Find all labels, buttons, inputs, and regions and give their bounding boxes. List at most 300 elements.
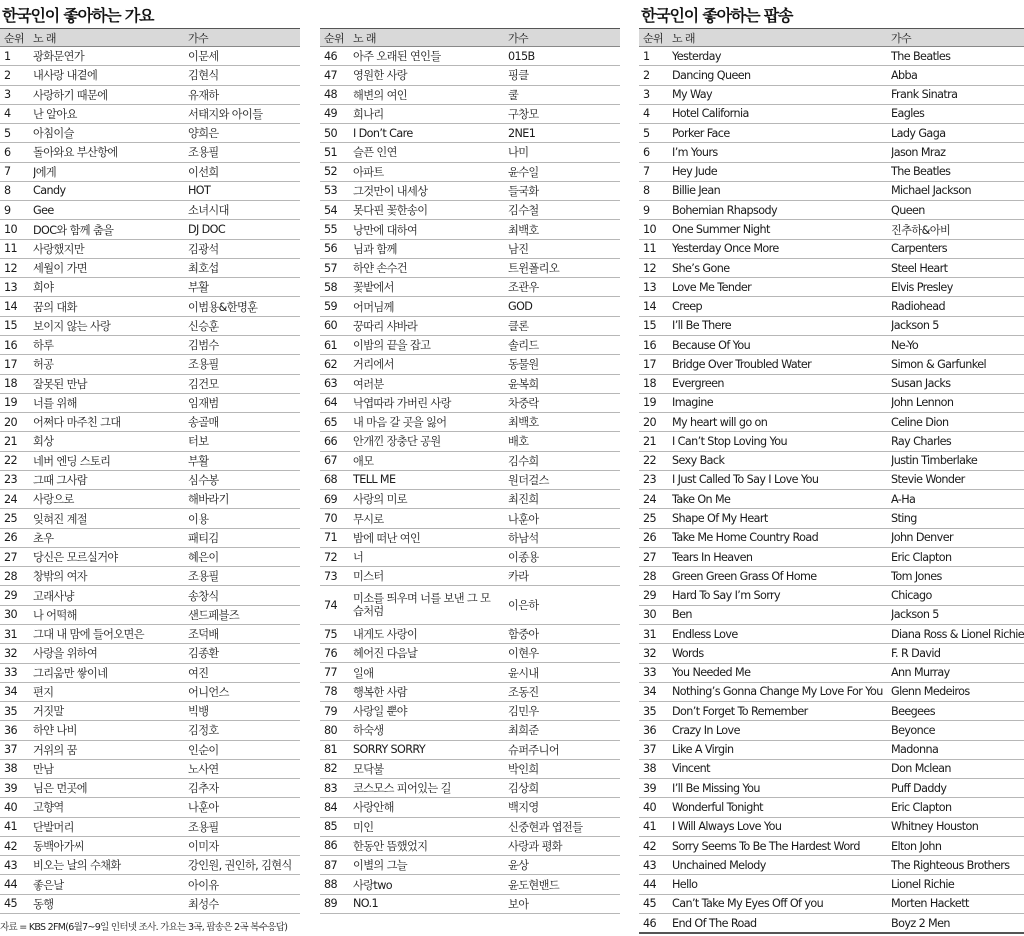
- song-cell: 사랑의 미로: [353, 493, 407, 507]
- table-row: [639, 452, 1024, 471]
- artist-cell: 김건모: [188, 377, 219, 391]
- header-artist: 가수: [891, 31, 912, 45]
- song-cell: My Way: [672, 88, 713, 102]
- table-row: [0, 760, 300, 779]
- song-cell: Like A Virgin: [672, 743, 734, 757]
- rank-cell: 88: [324, 878, 338, 892]
- artist-cell: 최성수: [188, 897, 219, 911]
- table-row: [0, 509, 300, 528]
- rank-cell: 10: [643, 223, 657, 237]
- artist-cell: 서태지와 아이들: [188, 107, 263, 121]
- rank-cell: 78: [324, 685, 338, 699]
- song-cell: Take Me Home Country Road: [672, 531, 819, 545]
- artist-cell: Abba: [891, 68, 918, 82]
- table-row: [639, 240, 1024, 259]
- artist-cell: 핑클: [508, 69, 529, 83]
- table-row: [639, 606, 1024, 625]
- table-row: [639, 760, 1024, 779]
- rank-cell: 34: [643, 685, 657, 699]
- artist-cell: 조용필: [188, 570, 219, 584]
- artist-cell: 해바라기: [188, 493, 229, 507]
- table-row: [0, 490, 300, 509]
- rank-cell: 1: [4, 49, 11, 63]
- table-row: [639, 336, 1024, 355]
- rank-cell: 8: [643, 184, 650, 198]
- artist-cell: 사랑과 평화: [508, 839, 562, 853]
- song-cell: 미스터: [353, 570, 384, 584]
- rank-cell: 17: [4, 357, 18, 371]
- artist-cell: 들국화: [508, 184, 539, 198]
- table-row: [320, 663, 620, 682]
- song-cell: Vincent: [672, 762, 710, 776]
- rank-cell: 69: [324, 492, 338, 506]
- song-cell: Because Of You: [672, 338, 751, 352]
- rank-cell: 23: [4, 473, 18, 487]
- table-row: [320, 259, 620, 278]
- song-cell: Sorry Seems To Be The Hardest Word: [672, 839, 860, 853]
- song-cell: 거짓말: [33, 705, 64, 719]
- artist-cell: Chicago: [891, 589, 932, 603]
- artist-cell: 이미자: [188, 840, 219, 854]
- song-cell: 동백아가씨: [33, 840, 85, 854]
- song-cell: 나 어떡해: [33, 608, 77, 622]
- table-row: [639, 664, 1024, 683]
- table-row: [639, 163, 1024, 182]
- artist-cell: 부활: [188, 281, 209, 295]
- pop-title: 한국인이 좋아하는 팝송: [641, 6, 793, 25]
- header-song: 노 래: [672, 31, 695, 45]
- table-row: [320, 509, 620, 528]
- song-cell: Green Green Grass Of Home: [672, 569, 817, 583]
- table-row: [320, 471, 620, 490]
- artist-cell: Eagles: [891, 107, 925, 121]
- song-cell: 네버 엔딩 스토리: [33, 454, 111, 468]
- table-row: [639, 567, 1024, 586]
- artist-cell: 윤도현밴드: [508, 878, 560, 892]
- table-row: [0, 664, 300, 683]
- song-cell: TELL ME: [353, 473, 396, 487]
- artist-cell: 이용: [188, 512, 209, 526]
- artist-cell: Jason Mraz: [891, 145, 946, 159]
- song-cell: 거리에서: [353, 358, 394, 372]
- artist-cell: Susan Jacks: [891, 377, 951, 391]
- artist-cell: A-Ha: [891, 492, 916, 506]
- song-cell: 이별의 그늘: [353, 859, 407, 873]
- rank-cell: 25: [643, 512, 657, 525]
- artist-cell: 이선희: [188, 165, 219, 179]
- table-row: [639, 529, 1024, 548]
- song-cell: Words: [672, 646, 704, 660]
- song-cell: 님과 함께: [353, 242, 397, 256]
- artist-cell: The Righteous Brothers: [891, 858, 1010, 872]
- table-row: [639, 432, 1024, 451]
- song-cell: 희나리: [353, 107, 384, 121]
- rank-cell: 39: [643, 781, 657, 795]
- rank-cell: 20: [4, 415, 18, 429]
- artist-cell: 조용필: [188, 146, 219, 160]
- song-cell: Crazy In Love: [672, 723, 740, 737]
- rank-cell: 1: [643, 49, 650, 63]
- artist-cell: Elton John: [891, 839, 942, 853]
- artist-cell: 신중현과 엽전들: [508, 820, 583, 834]
- song-cell: 사랑two: [353, 878, 392, 892]
- rank-cell: 57: [324, 261, 338, 275]
- table-row: [0, 47, 300, 66]
- table-bottom-rule: [639, 932, 1024, 934]
- song-cell: 그것만이 내세상: [353, 184, 428, 198]
- rank-cell: 77: [324, 666, 338, 680]
- artist-cell: Sting: [891, 512, 917, 525]
- artist-cell: 이은하: [508, 598, 539, 612]
- table-row: [0, 375, 300, 394]
- artist-cell: 슈퍼주니어: [508, 743, 560, 757]
- artist-cell: 김수철: [508, 204, 539, 218]
- rank-cell: 26: [643, 531, 657, 545]
- rank-cell: 73: [324, 569, 338, 583]
- song-cell: 사랑으로: [33, 493, 74, 507]
- table-header: [320, 29, 620, 47]
- artist-cell: 인순이: [188, 743, 219, 757]
- artist-cell: 송창식: [188, 589, 219, 603]
- song-cell: Ben: [672, 608, 692, 622]
- table-row: [320, 452, 620, 471]
- rank-cell: 60: [324, 319, 338, 333]
- artist-cell: John Lennon: [891, 396, 954, 410]
- song-cell: 여러분: [353, 377, 384, 391]
- rank-cell: 27: [4, 550, 18, 564]
- table-row: [320, 490, 620, 509]
- song-cell: She’s Gone: [672, 261, 730, 275]
- table-row: [320, 143, 620, 162]
- rank-cell: 43: [4, 858, 18, 872]
- artist-cell: 트윈폴리오: [508, 262, 560, 276]
- rank-cell: 54: [324, 203, 338, 217]
- rank-cell: 37: [643, 743, 657, 757]
- song-cell: 아파트: [353, 165, 384, 179]
- artist-cell: 조관우: [508, 281, 539, 295]
- song-cell: 하루: [33, 339, 54, 353]
- song-cell: 미인: [353, 820, 374, 834]
- rank-cell: 45: [643, 897, 657, 911]
- song-cell: DOC와 함께 춤을: [33, 223, 114, 237]
- artist-cell: 나훈아: [188, 801, 219, 815]
- table-row: [639, 220, 1024, 239]
- rank-cell: 11: [4, 242, 18, 256]
- song-cell: Endless Love: [672, 627, 738, 641]
- rank-cell: 42: [643, 839, 657, 853]
- artist-cell: 혜은이: [188, 551, 219, 565]
- table-row: [639, 124, 1024, 143]
- rank-cell: 58: [324, 280, 338, 294]
- table-row: [320, 240, 620, 259]
- table-row: [0, 259, 300, 278]
- table-row: [0, 317, 300, 336]
- song-cell: 아침이슬: [33, 127, 74, 141]
- song-cell: 그대 내 맘에 들어오면은: [33, 628, 144, 642]
- kpop-table-part2: [320, 28, 620, 914]
- artist-cell: 패티김: [188, 531, 219, 545]
- song-cell: 해변의 여인: [353, 88, 407, 102]
- song-cell: NO.1: [353, 897, 378, 911]
- song-cell: Yesterday: [672, 49, 721, 63]
- song-cell: 슬픈 인연: [353, 146, 397, 160]
- artist-cell: Madonna: [891, 743, 939, 757]
- song-cell: 헤어진 다음날: [353, 647, 418, 661]
- artist-cell: 솔리드: [508, 339, 539, 353]
- table-row: [320, 47, 620, 66]
- song-cell: 사랑하기 때문에: [33, 88, 108, 102]
- table-row: [0, 105, 300, 124]
- rank-cell: 37: [4, 743, 18, 757]
- artist-cell: Eric Clapton: [891, 550, 952, 564]
- table-header: [0, 29, 300, 47]
- artist-cell: Don Mclean: [891, 762, 951, 776]
- kpop-title: 한국인이 좋아하는 가요: [2, 6, 154, 25]
- song-cell: 코스모스 피어있는 길: [353, 782, 451, 796]
- artist-cell: 여진: [188, 666, 209, 680]
- table-row: [0, 683, 300, 702]
- song-cell: 모닥불: [353, 762, 384, 776]
- rank-cell: 5: [643, 126, 650, 140]
- table-row: [0, 278, 300, 297]
- song-cell: I Will Always Love You: [672, 820, 782, 834]
- artist-cell: 동물원: [508, 358, 539, 372]
- song-cell: 초우: [33, 531, 54, 545]
- header-song: 노 래: [33, 31, 56, 45]
- artist-cell: Eric Clapton: [891, 800, 952, 814]
- song-cell: Hello: [672, 878, 698, 892]
- table-row: [0, 741, 300, 760]
- rank-cell: 85: [324, 820, 338, 834]
- rank-cell: 46: [643, 916, 657, 930]
- song-cell: 하얀 나비: [33, 724, 77, 738]
- artist-cell: 윤복희: [508, 377, 539, 391]
- rank-cell: 32: [643, 646, 657, 660]
- rank-cell: 13: [643, 280, 657, 294]
- artist-cell: 이종용: [508, 551, 539, 565]
- artist-cell: 김추자: [188, 782, 219, 796]
- artist-cell: 터보: [188, 435, 209, 449]
- table-row: [320, 895, 620, 914]
- table-row: [320, 837, 620, 856]
- table-row: [639, 471, 1024, 490]
- song-cell: 거위의 꿈: [33, 743, 77, 757]
- rank-cell: 8: [4, 184, 11, 198]
- song-cell: 내사랑 내곁에: [33, 69, 98, 83]
- artist-cell: 조용필: [188, 358, 219, 372]
- table-row: [639, 201, 1024, 220]
- song-cell: 꽃밭에서: [353, 281, 394, 295]
- table-row: [639, 779, 1024, 798]
- artist-cell: Queen: [891, 203, 925, 217]
- artist-cell: 김민우: [508, 705, 539, 719]
- song-cell: 너를 위해: [33, 396, 77, 410]
- artist-cell: 차중락: [508, 396, 539, 410]
- rank-cell: 27: [643, 550, 657, 564]
- rank-cell: 21: [643, 434, 657, 448]
- table-row: [639, 914, 1024, 933]
- artist-cell: Frank Sinatra: [891, 88, 958, 102]
- artist-cell: Diana Ross & Lionel Richie: [891, 627, 1024, 641]
- song-cell: Sexy Back: [672, 454, 725, 468]
- table-row: [0, 86, 300, 105]
- rank-cell: 80: [324, 723, 338, 737]
- rank-cell: 3: [4, 88, 11, 102]
- artist-cell: Radiohead: [891, 300, 945, 314]
- table-row: [320, 182, 620, 201]
- song-cell: 잘못된 만남: [33, 377, 87, 391]
- table-row: [0, 798, 300, 817]
- rank-cell: 19: [4, 396, 18, 410]
- table-row: [639, 509, 1024, 528]
- artist-cell: 최호섭: [188, 262, 219, 276]
- header-artist: 가수: [188, 31, 209, 45]
- table-row: [639, 394, 1024, 413]
- table-row: [320, 432, 620, 451]
- artist-cell: Beyonce: [891, 723, 935, 737]
- song-cell: 동행: [33, 897, 54, 911]
- rank-cell: 41: [4, 820, 18, 834]
- rank-cell: 68: [324, 473, 338, 487]
- rank-cell: 6: [4, 145, 11, 159]
- song-cell: I Just Called To Say I Love You: [672, 473, 819, 487]
- table-row: [0, 413, 300, 432]
- table-row: [320, 105, 620, 124]
- song-cell: 한동안 뜸했었지: [353, 839, 428, 853]
- table-row: [639, 413, 1024, 432]
- artist-cell: 최백호: [508, 223, 539, 237]
- artist-cell: Lionel Richie: [891, 878, 955, 892]
- artist-cell: 배호: [508, 435, 529, 449]
- table-row: [639, 856, 1024, 875]
- table-row: [320, 760, 620, 779]
- song-cell: 난 알아요: [33, 107, 77, 121]
- rank-cell: 48: [324, 88, 338, 102]
- artist-cell: Simon & Garfunkel: [891, 357, 986, 371]
- rank-cell: 13: [4, 280, 18, 294]
- table-row: [0, 702, 300, 721]
- artist-cell: 백지영: [508, 801, 539, 815]
- song-cell: 비오는 날의 수채화: [33, 859, 121, 873]
- rank-cell: 14: [4, 300, 18, 314]
- table-row: [639, 798, 1024, 817]
- rank-cell: 42: [4, 839, 18, 853]
- table-row: [320, 394, 620, 413]
- rank-cell: 67: [324, 454, 338, 468]
- artist-cell: Lady Gaga: [891, 126, 946, 140]
- song-cell: I Don’t Care: [353, 126, 413, 140]
- rank-cell: 30: [4, 608, 18, 622]
- song-cell: 고향역: [33, 801, 64, 815]
- artist-cell: 어니언스: [188, 685, 229, 699]
- rank-cell: 46: [324, 49, 338, 63]
- song-cell: Unchained Melody: [672, 858, 766, 872]
- artist-cell: Elvis Presley: [891, 280, 953, 294]
- artist-cell: 2NE1: [508, 126, 536, 140]
- song-cell: 너: [353, 551, 364, 565]
- song-cell: Don’t Forget To Remember: [672, 704, 808, 718]
- artist-cell: 나미: [508, 146, 529, 160]
- rank-cell: 22: [643, 454, 657, 468]
- song-cell: 꿈의 대화: [33, 300, 77, 314]
- artist-cell: 김종환: [188, 647, 219, 661]
- artist-cell: 송골매: [188, 416, 219, 430]
- rank-cell: 31: [4, 627, 18, 641]
- artist-cell: Whitney Houston: [891, 820, 979, 834]
- artist-cell: 하남석: [508, 531, 539, 545]
- rank-cell: 39: [4, 781, 18, 795]
- song-cell: 이밤의 끝을 잡고: [353, 339, 431, 353]
- header-rank: 순위: [643, 31, 664, 45]
- song-cell: Yesterday Once More: [672, 242, 779, 256]
- song-cell: Creep: [672, 300, 703, 314]
- song-cell: 고래사냥: [33, 589, 74, 603]
- song-cell: 행복한 사람: [353, 685, 407, 699]
- song-cell: 단발머리: [33, 820, 74, 834]
- song-cell: Billie Jean: [672, 184, 721, 198]
- table-row: [639, 86, 1024, 105]
- rank-cell: 25: [4, 512, 18, 525]
- table-row: [639, 182, 1024, 201]
- rank-cell: 81: [324, 743, 338, 757]
- table-row: [639, 837, 1024, 856]
- table-row: [639, 375, 1024, 394]
- table-row: [0, 394, 300, 413]
- table-row: [0, 644, 300, 663]
- table-row: [639, 895, 1024, 914]
- artist-cell: 015B: [508, 49, 535, 63]
- artist-cell: Stevie Wonder: [891, 473, 965, 487]
- song-cell: 일애: [353, 666, 374, 680]
- rank-cell: 31: [643, 627, 657, 641]
- table-row: [320, 586, 620, 625]
- song-cell: Wonderful Tonight: [672, 800, 763, 814]
- rank-cell: 32: [4, 646, 18, 660]
- artist-cell: 보아: [508, 897, 529, 911]
- rank-cell: 4: [643, 107, 650, 121]
- artist-cell: 윤시내: [508, 666, 539, 680]
- rank-cell: 16: [4, 338, 18, 352]
- rank-cell: 12: [4, 261, 18, 275]
- rank-cell: 14: [643, 300, 657, 314]
- artist-cell: Puff Daddy: [891, 781, 947, 795]
- song-cell: 사랑했지만: [33, 242, 85, 256]
- song-cell: 좋은날: [33, 878, 64, 892]
- rank-cell: 41: [643, 820, 657, 834]
- artist-cell: 조덕배: [188, 628, 219, 642]
- table-row: [320, 798, 620, 817]
- rank-cell: 24: [4, 492, 18, 506]
- artist-cell: 심수봉: [188, 473, 219, 487]
- table-row: [639, 818, 1024, 837]
- song-cell: 사랑일 뿐야: [353, 705, 407, 719]
- song-cell: 편지: [33, 685, 54, 699]
- artist-cell: 최희준: [508, 724, 539, 738]
- table-row: [320, 413, 620, 432]
- rank-cell: 53: [324, 184, 338, 198]
- table-row: [0, 818, 300, 837]
- rank-cell: 10: [4, 223, 18, 237]
- table-row: [639, 702, 1024, 721]
- song-cell: I’ll Be Missing You: [672, 781, 760, 795]
- artist-cell: 구창모: [508, 107, 539, 121]
- table-row: [0, 355, 300, 374]
- rank-cell: 15: [643, 319, 657, 333]
- artist-cell: F. R David: [891, 646, 941, 660]
- table-row: [639, 875, 1024, 894]
- artist-cell: 김현식: [188, 69, 219, 83]
- song-cell: Imagine: [672, 396, 714, 410]
